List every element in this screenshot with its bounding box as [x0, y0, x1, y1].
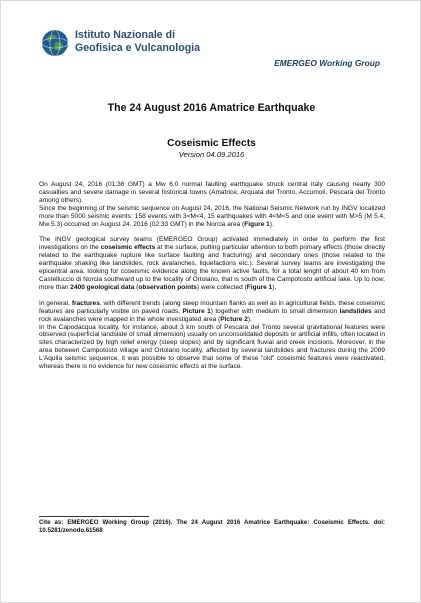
body-text: [39, 181, 385, 371]
working-group-label: EMERGEO Working Group: [274, 58, 380, 68]
footnote-divider: [39, 516, 149, 517]
paragraph-3: The INGV geological survey teams (EMERGEO Group) activated immediately in order to perform the first investigations on the coseismic effects at the surface, putting particular attention to both primary effects (those directly related to the earthquake rupture like surface faulting and fracturing) and secondary ones (those related to the earthquake shaking like landslides, rock avalanches, liquefactions etc.). Several survey teams are investigating the epicentral area, looking for coseismic evidence along the known active faults, for a total lenght of about 40 km from Castelluccio di Norcia southward up to the locality of Ortolano, that is south of the Campotosto artificial lake. Up to now, more than 2400 geological data (observation points) were collected (Figure 1).: [39, 236, 386, 291]
document-subtitle: Coseismic Effects: [167, 138, 256, 149]
institute-name-line2: Geofisica e Vulcanologia: [75, 41, 201, 54]
ingv-globe-logo-icon: [41, 29, 69, 57]
paragraph-5: In the Capodacqua locality, for instance, about 3 km south of Pescara del Tronto several gravitational features were observed (superficial landslide of small dimension) usually on unconsolidated deposits or artificial infills, often located in sites characterized by high relief energy (steep slopes) and by significant fluvial and creek incisions. Moreover, in the area between Campotosto village and Ortolano locality, affected by several landslides and fractures during the 2009 L'Aquila seismic sequence, it was possible to observe that some of these "old" coseismic features were reactivated, whereas there is no evidence for new coseismic effects at the surface.: [39, 323, 385, 371]
institute-name-line1: Istituto Nazionale di: [75, 29, 176, 41]
document-title: The 24 August 2016 Amatrice Earthquake: [107, 102, 316, 114]
institute-name: [75, 29, 275, 54]
citation-note: Cite as: EMERGEO Working Group (2016). The 24 August 2016 Amatrice Earthquake: Coseismic Effects. doi: 10.5281/zenodo.61568: [39, 519, 385, 534]
paragraph-2: Since the beginning of the seismic sequence on August 24, 2016, the National Seismic Network run by INGV localized more than 5000 seismic events: 158 events with 3<M<4, 15 earthquakes with 4<M<5 and one event with M>5 (M 5.4, Mw 5.3) occurred on August 24, 2016 (02:33 GMT) in the Norcia area (Figure 1).: [39, 204, 385, 228]
version-label: Version 04.09.2016: [178, 150, 245, 159]
paragraph-1: On August 24, 2016 (01:36 GMT) a Mw 6.0 normal faulting earthquake struck central Italy causing nearly 300 casualties and severe damage in several historical towns (Amatrice, Arquata del Tronto, Accumoli, Pescara del Tronto among others).: [39, 181, 385, 204]
paragraph-4: In general, fractures, with different trends (along steep mountain flanks as well as in agricultural fields, these coseismic features are particularly visible on paved roads, Picture 1) together with medium to small dimension landslides and rock avalanches were mapped in the whole investigated area (Picture 2).: [39, 299, 385, 323]
